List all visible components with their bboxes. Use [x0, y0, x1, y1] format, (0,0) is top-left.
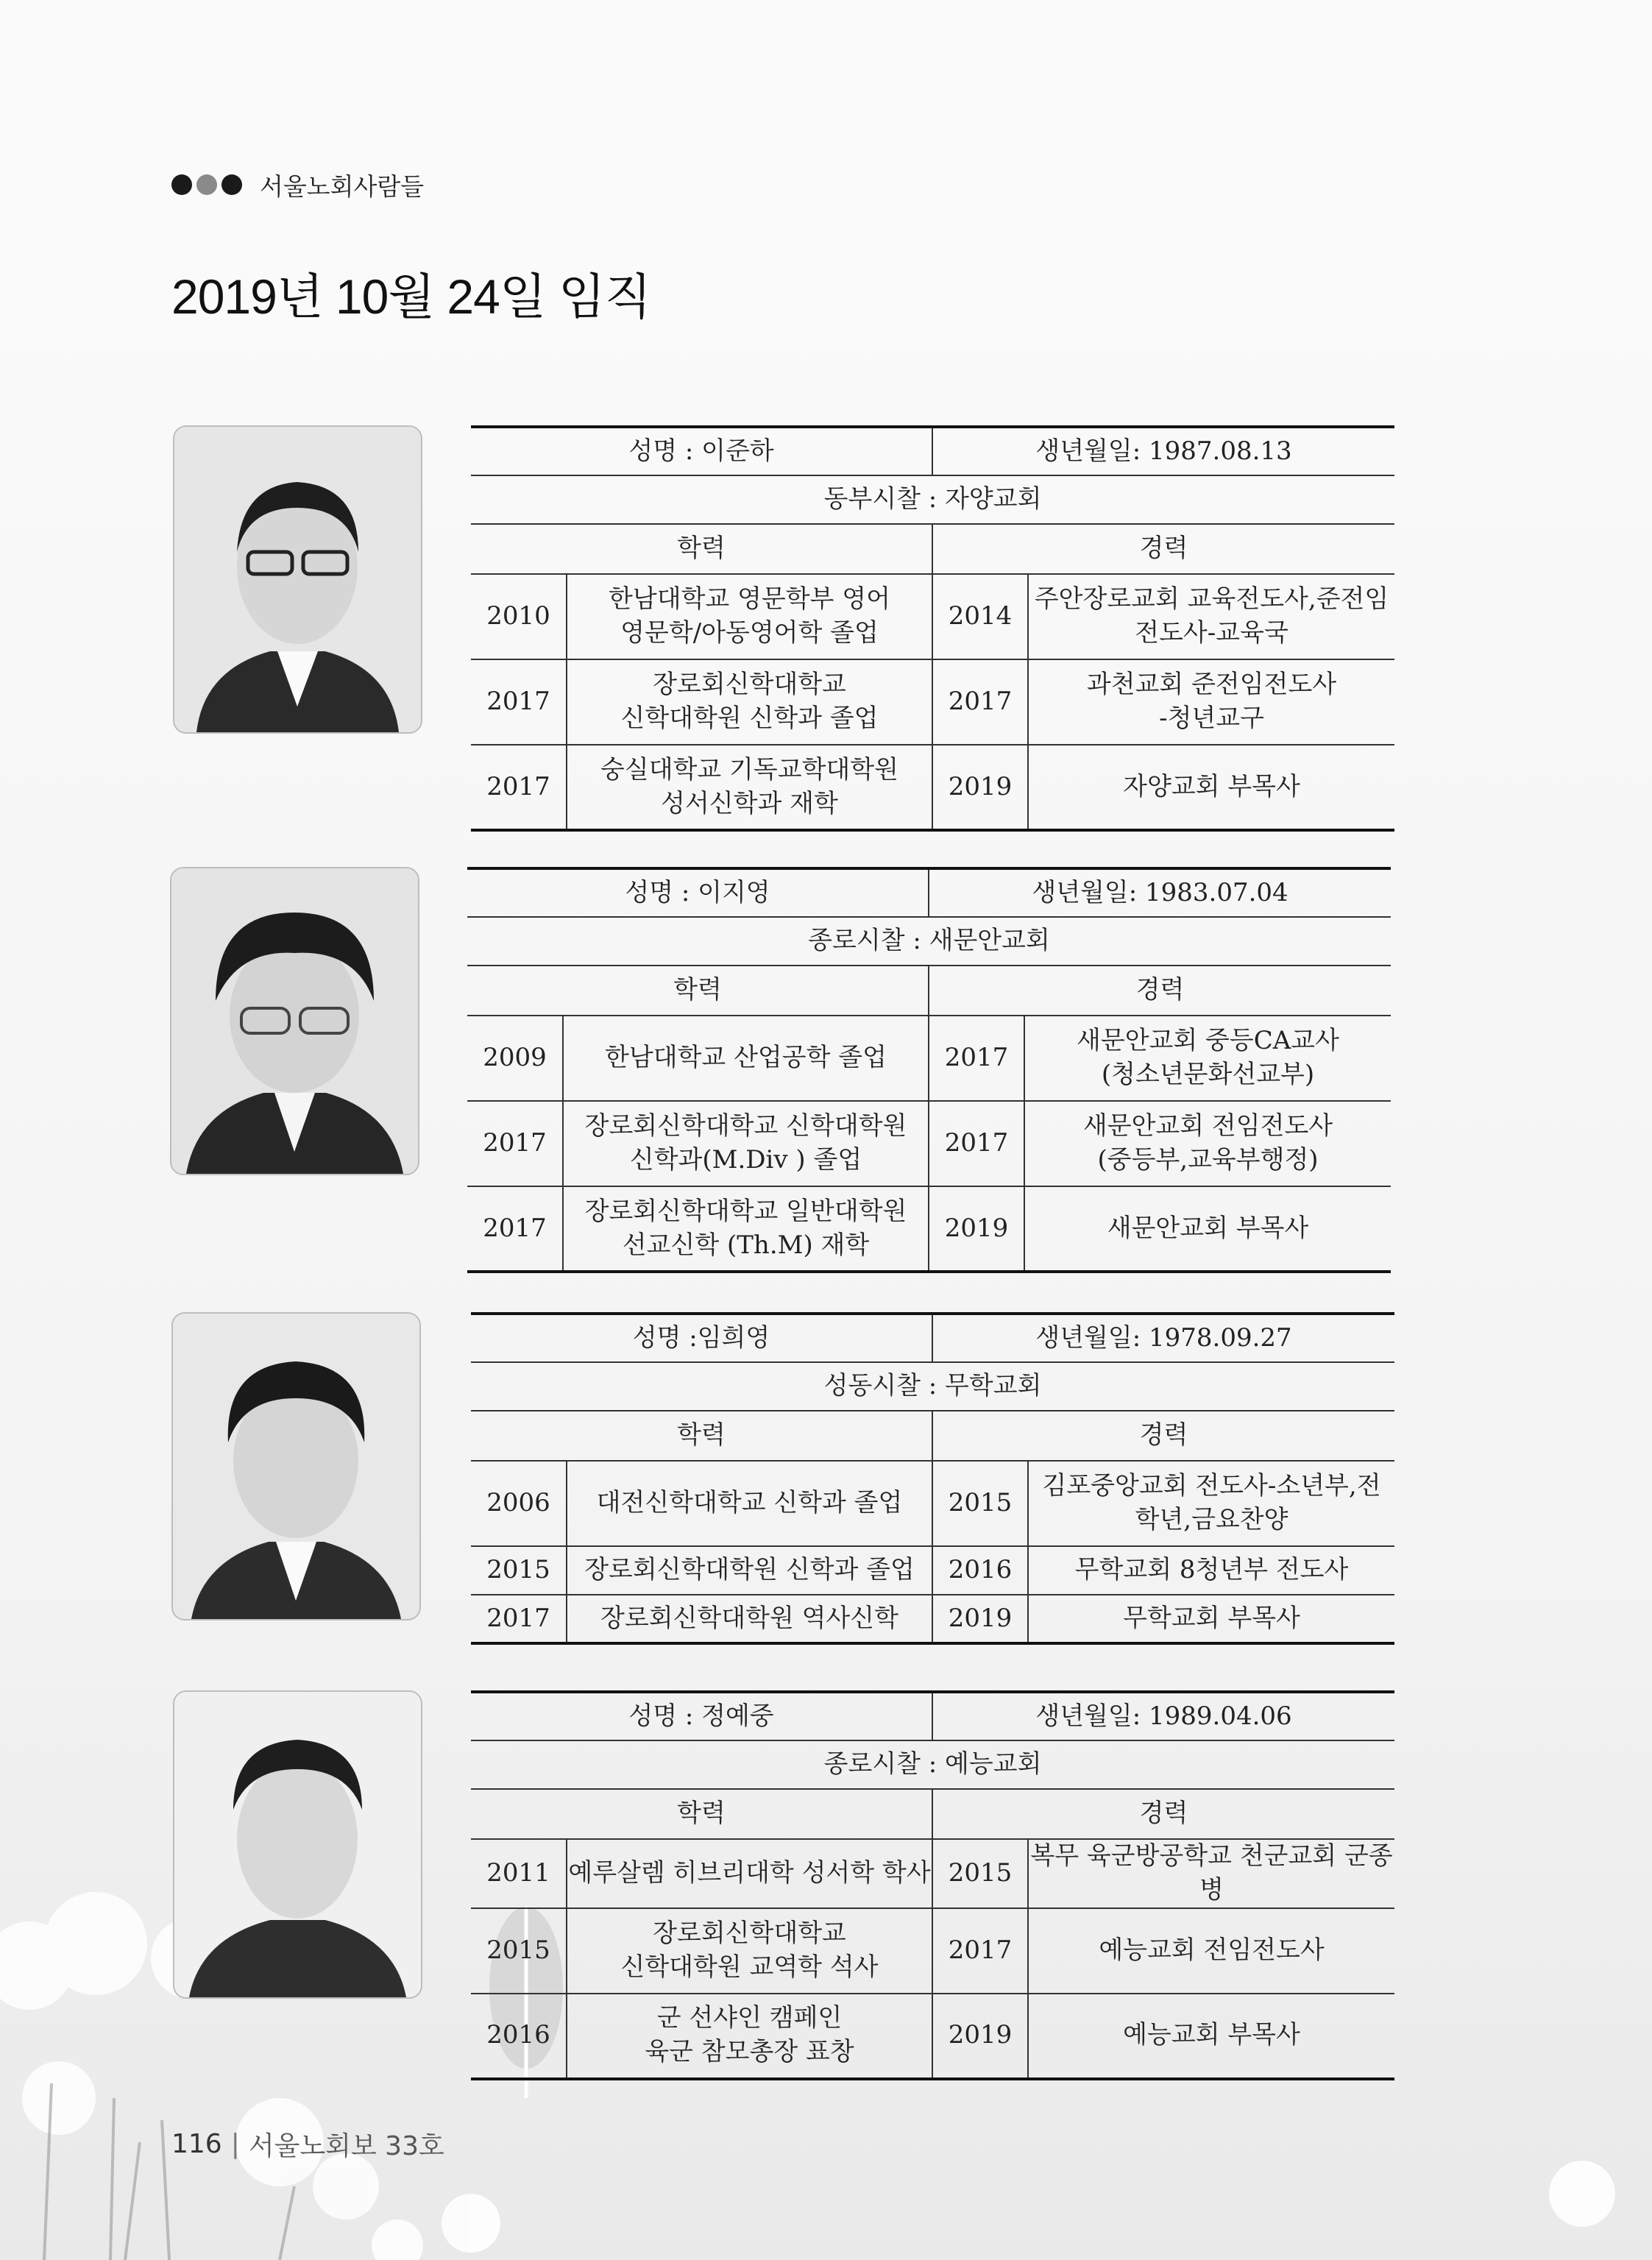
career-header: 경력: [932, 524, 1394, 574]
bullet-dot-icon: [171, 174, 192, 195]
portrait-photo: [173, 425, 422, 734]
career-header: 경력: [932, 1411, 1394, 1461]
career-header: 경력: [929, 966, 1391, 1016]
education-header: 학력: [467, 966, 929, 1016]
page-title: 2019년 10월 24일 임직: [171, 269, 651, 324]
edu-detail: 장로회신학대학원 역사신학: [567, 1595, 932, 1643]
career-detail: 무학교회 부목사: [1028, 1595, 1394, 1643]
career-year: 2019: [932, 1994, 1028, 2079]
name-cell: 성명 : 이지영: [467, 868, 929, 917]
name-cell: 성명 : 정예중: [471, 1692, 932, 1740]
birth-date-cell: 생년월일: 1987.08.13: [932, 427, 1394, 475]
career-detail: 무학교회 8청년부 전도사: [1028, 1546, 1394, 1595]
edu-detail: 한남대학교 산업공학 졸업: [563, 1016, 929, 1101]
career-detail: 예능교회 전임전도사: [1028, 1908, 1394, 1994]
edu-detail: 장로회신학대학교 신학대학원 신학과 졸업: [567, 659, 932, 745]
person-info-table: [467, 867, 1391, 1273]
career-year: 2019: [929, 1186, 1024, 1272]
birth-date-cell: 생년월일: 1983.07.04: [929, 868, 1391, 917]
edu-detail: 숭실대학교 기독교학대학원 성서신학과 재학: [567, 745, 932, 830]
edu-year: 2006: [471, 1461, 567, 1546]
person-info-table: [471, 1690, 1394, 2080]
section-header: [171, 168, 424, 202]
person-info-table: [471, 1312, 1394, 1645]
career-year: 2017: [929, 1101, 1024, 1186]
name-cell: 성명 :임희영: [471, 1314, 932, 1362]
career-detail: 새문안교회 중등CA교사 (청소년문화선교부): [1024, 1016, 1391, 1101]
career-year: 2017: [932, 659, 1028, 745]
career-year: 2015: [932, 1839, 1028, 1908]
page-number: 116: [171, 2129, 222, 2159]
edu-year: 2017: [467, 1101, 563, 1186]
edu-year: 2017: [467, 1186, 563, 1272]
bullet-dot-icon: [221, 174, 242, 195]
edu-year: 2011: [471, 1839, 567, 1908]
career-header: 경력: [932, 1789, 1394, 1839]
edu-detail: 장로회신학대학원 신학과 졸업: [567, 1546, 932, 1595]
district-cell: 종로시찰 : 예능교회: [471, 1740, 1394, 1789]
career-detail: 복무 육군방공학교 천군교회 군종병: [1028, 1839, 1394, 1908]
education-header: 학력: [471, 1411, 932, 1461]
career-year: 2017: [932, 1908, 1028, 1994]
career-detail: 새문안교회 전임전도사 (중등부,교육부행정): [1024, 1101, 1391, 1186]
career-detail: 자양교회 부목사: [1028, 745, 1394, 830]
edu-detail: 대전신학대학교 신학과 졸업: [567, 1461, 932, 1546]
edu-year: 2017: [471, 745, 567, 830]
district-cell: 성동시찰 : 무학교회: [471, 1362, 1394, 1411]
portrait-photo: [173, 1690, 422, 1999]
edu-detail: 장로회신학대학교 일반대학원 선교신학 (Th.M) 재학: [563, 1186, 929, 1272]
career-year: 2017: [929, 1016, 1024, 1101]
career-detail: 새문안교회 부목사: [1024, 1186, 1391, 1272]
district-cell: 동부시찰 : 자양교회: [471, 475, 1394, 524]
edu-detail: 장로회신학대학교 신학대학원 신학과(M.Div ) 졸업: [563, 1101, 929, 1186]
edu-year: 2016: [471, 1994, 567, 2079]
footer: [171, 2125, 444, 2163]
edu-detail: 한남대학교 영문학부 영어 영문학/아동영어학 졸업: [567, 574, 932, 659]
career-detail: 과천교회 준전임전도사 -청년교구: [1028, 659, 1394, 745]
career-year: 2019: [932, 745, 1028, 830]
name-cell: 성명 : 이준하: [471, 427, 932, 475]
edu-detail: 장로회신학대학교 신학대학원 교역학 석사: [567, 1908, 932, 1994]
edu-year: 2017: [471, 1595, 567, 1643]
career-detail: 주안장로교회 교육전도사,준전임 전도사-교육국: [1028, 574, 1394, 659]
portrait-photo: [170, 867, 419, 1175]
edu-year: 2009: [467, 1016, 563, 1101]
footer-separator: |: [230, 2129, 240, 2159]
person-info-table: [471, 425, 1394, 832]
edu-year: 2015: [471, 1908, 567, 1994]
education-header: 학력: [471, 524, 932, 574]
edu-year: 2010: [471, 574, 567, 659]
edu-detail: 예루살렘 히브리대학 성서학 학사: [567, 1839, 932, 1908]
education-header: 학력: [471, 1789, 932, 1839]
birth-date-cell: 생년월일: 1978.09.27: [932, 1314, 1394, 1362]
district-cell: 종로시찰 : 새문안교회: [467, 917, 1391, 966]
edu-detail: 군 선샤인 캠페인 육군 참모총장 표창: [567, 1994, 932, 2079]
career-year: 2019: [932, 1595, 1028, 1643]
edu-year: 2017: [471, 659, 567, 745]
career-detail: 김포중앙교회 전도사-소년부,전 학년,금요찬양: [1028, 1461, 1394, 1546]
birth-date-cell: 생년월일: 1989.04.06: [932, 1692, 1394, 1740]
career-year: 2016: [932, 1546, 1028, 1595]
career-year: 2015: [932, 1461, 1028, 1546]
publication-name: 서울노회보 33호: [248, 2131, 444, 2161]
bullet-dot-icon: [196, 174, 217, 195]
section-label: 서울노회사람들: [260, 171, 425, 201]
edu-year: 2015: [471, 1546, 567, 1595]
career-year: 2014: [932, 574, 1028, 659]
portrait-photo: [171, 1312, 421, 1620]
career-detail: 예능교회 부목사: [1028, 1994, 1394, 2079]
